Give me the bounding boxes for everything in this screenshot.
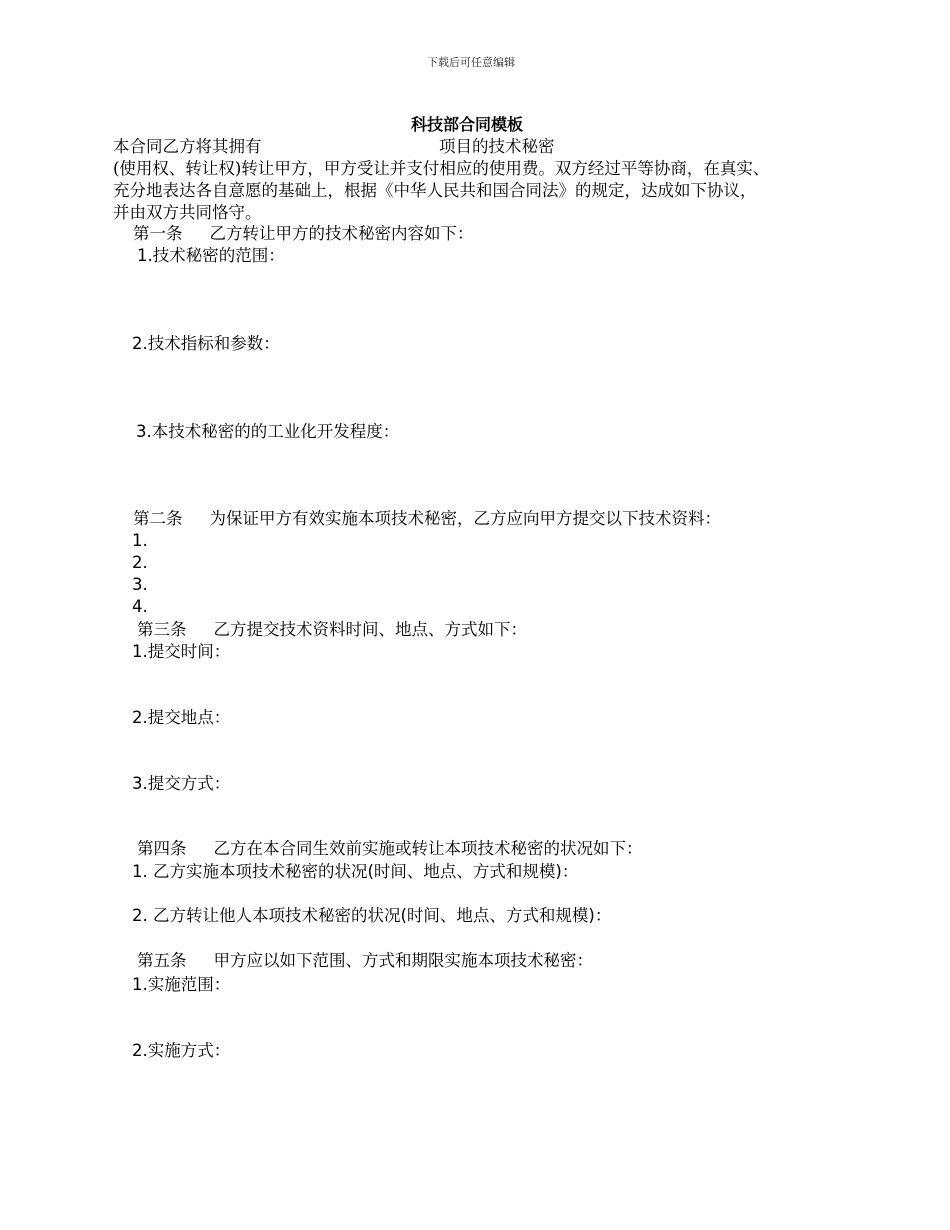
article-3-item-3: 3.提交方式： bbox=[132, 774, 231, 793]
article-2-item-4: 4. bbox=[132, 597, 148, 616]
article-3-heading: 第三条 乙方提交技术资料时间、地点、方式如下： bbox=[137, 620, 527, 639]
article-1-item-1: 1.技术秘密的范围： bbox=[137, 246, 285, 265]
intro-line-1a: 本合同乙方将其拥有 bbox=[113, 137, 262, 156]
document-title: 科技部合同模板 bbox=[411, 115, 524, 134]
article-2-heading: 第二条 为保证甲方有效实施本项技术秘密，乙方应向甲方提交以下技术资料： bbox=[133, 509, 721, 528]
article-4-item-2: 2. 乙方转让他人本项技术秘密的状况(时间、地点、方式和规模)： bbox=[132, 906, 612, 925]
article-3-item-2: 2.提交地点： bbox=[132, 708, 231, 727]
article-5-heading: 第五条 甲方应以如下范围、方式和期限实施本项技术秘密： bbox=[137, 951, 593, 970]
article-1-item-2: 2.技术指标和参数： bbox=[132, 334, 280, 353]
article-5-item-1: 1.实施范围： bbox=[132, 975, 231, 994]
article-2-item-3: 3. bbox=[132, 575, 148, 594]
intro-line-1b: 项目的技术秘密 bbox=[439, 137, 555, 156]
article-1-item-3: 3.本技术秘密的的工业化开发程度： bbox=[136, 422, 400, 441]
page-header: 下载后可任意编辑 bbox=[427, 56, 515, 69]
intro-line-3: 充分地表达各自意愿的基础上，根据《中华人民共和国合同法》的规定，达成如下协议， bbox=[113, 181, 757, 200]
article-3-item-1: 1.提交时间： bbox=[132, 642, 231, 661]
article-1-heading: 第一条 乙方转让甲方的技术秘密内容如下： bbox=[133, 224, 474, 243]
intro-line-4: 并由双方共同恪守。 bbox=[113, 203, 262, 222]
article-4-item-1: 1. 乙方实施本项技术秘密的状况(时间、地点、方式和规模)： bbox=[132, 862, 579, 881]
article-5-item-2: 2.实施方式： bbox=[132, 1041, 231, 1060]
article-2-item-2: 2. bbox=[132, 553, 148, 572]
intro-line-2: (使用权、转让权)转让甲方，甲方受让并支付相应的使用费。双方经过平等协商，在真实、 bbox=[113, 159, 770, 178]
article-2-item-1: 1. bbox=[132, 531, 148, 550]
article-4-heading: 第四条 乙方在本合同生效前实施或转让本项技术秘密的状况如下： bbox=[137, 839, 643, 858]
